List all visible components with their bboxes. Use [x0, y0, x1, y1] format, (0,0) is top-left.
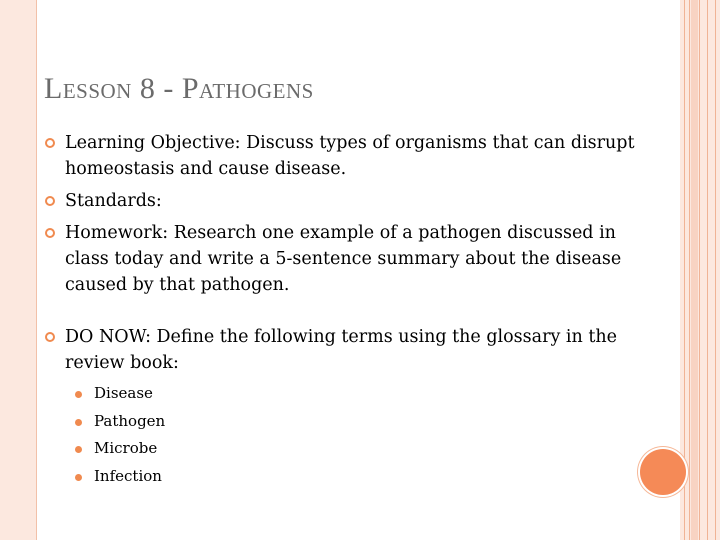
sub-bullet-item-infection [65, 463, 644, 491]
right-frame-line [707, 0, 708, 540]
bullet-text: Homework: Research one example of a pathogen discussed in class today and write a 5-sentence summary about the disease caused by that pathogen. [65, 223, 622, 295]
sub-bullet-text: Disease [94, 384, 153, 402]
right-frame-line [699, 0, 700, 540]
bullet-item-do-now [44, 324, 644, 490]
bullet-marker [45, 228, 55, 238]
sub-bullet-marker [75, 391, 82, 398]
bullet-item-homework [44, 220, 644, 298]
sub-bullet-text: Infection [94, 466, 162, 485]
bullet-marker [45, 196, 55, 206]
slide-content [44, 130, 644, 496]
bullet-item-standards [44, 188, 644, 214]
left-frame-line [36, 0, 37, 540]
right-frame-band [691, 0, 698, 540]
bullet-marker [45, 332, 55, 342]
sub-bullet-marker [75, 419, 82, 426]
left-frame-border [0, 0, 36, 540]
bullet-text: Standards: [65, 191, 162, 211]
bullet-item-learning-objective [44, 130, 644, 182]
sub-bullet-text: Pathogen [94, 411, 166, 430]
slide-title: Lesson 8 - Pathogens [44, 72, 314, 105]
sub-bullet-marker [75, 474, 82, 481]
bullet-text: Learning Objective: Discuss types of organisms that can disrupt homeostasis and cause disease. [65, 133, 635, 179]
sub-bullet-marker [75, 446, 82, 453]
sub-bullet-item-pathogen [65, 408, 644, 436]
right-frame-border [680, 0, 720, 540]
bullet-text: DO NOW: Define the following terms using the glossary in the review book: [65, 327, 617, 373]
sub-bullet-item-disease [65, 380, 644, 408]
right-frame-line [684, 0, 685, 540]
decorative-circle [640, 449, 686, 495]
right-frame-line [715, 0, 716, 540]
bullet-list [44, 130, 644, 490]
right-frame-line [689, 0, 690, 540]
sub-bullet-list [65, 380, 644, 490]
sub-bullet-text: Microbe [94, 439, 158, 457]
sub-bullet-item-microbe [65, 435, 644, 463]
bullet-marker [45, 138, 55, 148]
